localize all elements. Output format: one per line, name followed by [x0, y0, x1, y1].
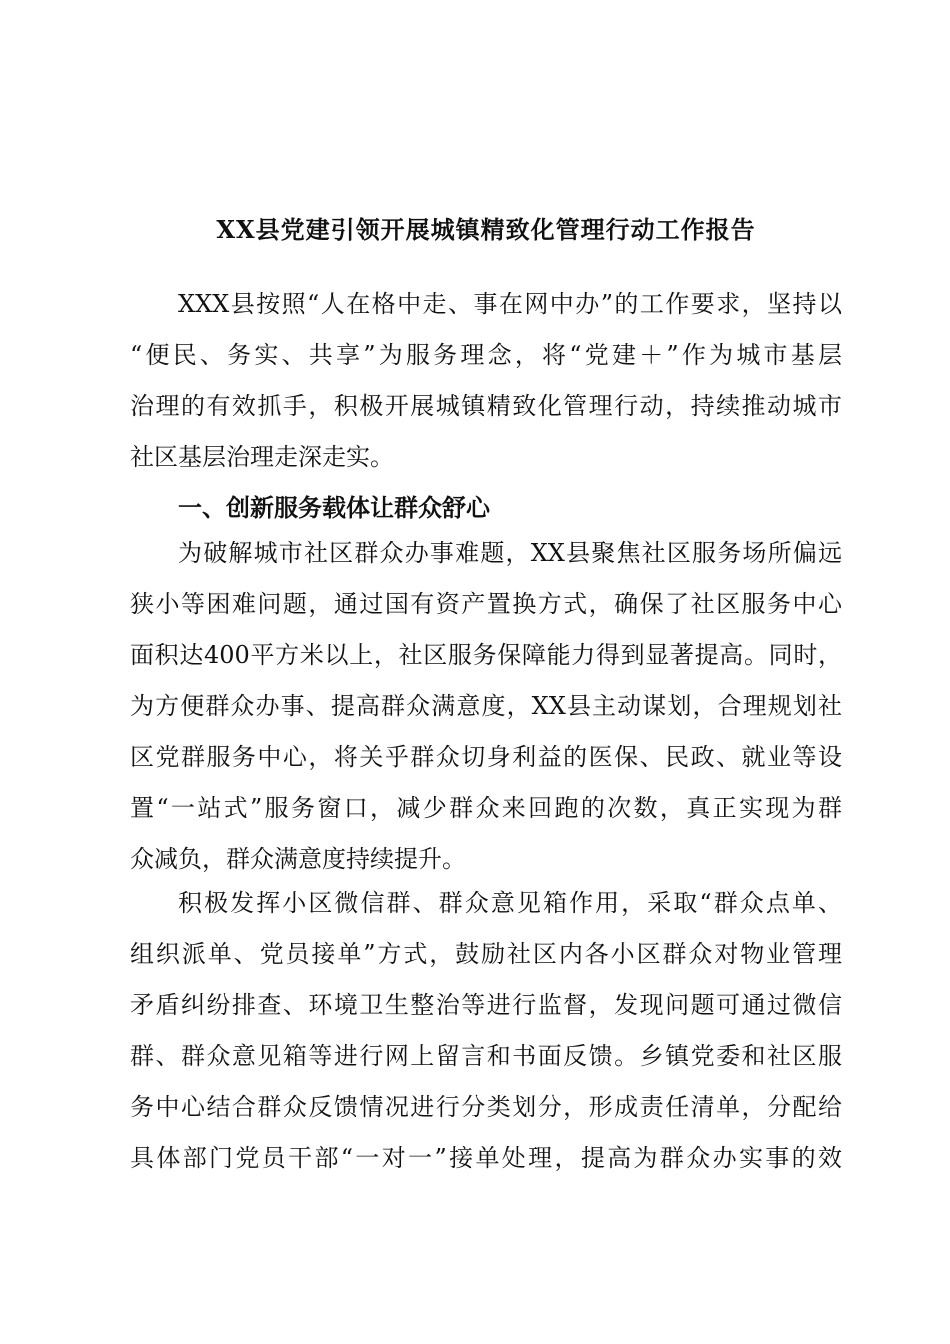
paragraph-line: 矛盾纠纷排查、环境卫生整治等进行监督，发现问题可通过微信 — [130, 991, 842, 1019]
paragraph-line: 置“一站式”服务窗口，减少群众来回跑的次数，真正实现为群 — [130, 794, 842, 822]
paragraph-line: “便民、务实、共享”为服务理念，将“党建＋”作为城市基层 — [130, 341, 842, 369]
section-heading: 一、创新服务载体让群众舒心 — [178, 493, 490, 522]
paragraph-line: 群、群众意见箱等进行网上留言和书面反馈。乡镇党委和社区服 — [130, 1042, 842, 1070]
paragraph-line: 具体部门党员干部“一对一”接单处理，提高为群众办实事的效 — [130, 1144, 842, 1172]
paragraph-service-center — [130, 528, 842, 885]
paragraph-line: 社区基层治理走深走实。 — [130, 443, 394, 471]
paragraph-line: 为方便群众办事、提高群众满意度，XX县主动谋划，合理规划社 — [130, 692, 842, 720]
paragraph-line: 积极发挥小区微信群、群众意见箱作用，采取“群众点单、 — [178, 889, 842, 917]
paragraph-line: 面积达400平方米以上，社区服务保障能力得到显著提高。同时， — [130, 641, 842, 669]
paragraph-line: 组织派单、党员接单”方式，鼓励社区内各小区群众对物业管理 — [130, 940, 842, 968]
paragraph-line: 区党群服务中心，将关乎群众切身利益的医保、民政、就业等设 — [130, 743, 842, 771]
paragraph-line: 务中心结合群众反馈情况进行分类划分，形成责任清单，分配给 — [130, 1093, 842, 1121]
paragraph-line: 狭小等困难问题，通过国有资产置换方式，确保了社区服务中心 — [130, 590, 842, 618]
paragraph-feedback — [130, 878, 842, 1184]
paragraph-line: 众减负，群众满意度持续提升。 — [130, 845, 466, 873]
paragraph-line: 为破解城市社区群众办事难题，XX县聚焦社区服务场所偏远 — [178, 539, 842, 567]
paragraph-line: 治理的有效抓手，积极开展城镇精致化管理行动，持续推动城市 — [130, 392, 842, 420]
paragraph-line: XXX县按照“人在格中走、事在网中办”的工作要求，坚持以 — [178, 290, 842, 318]
document-title: XX县党建引领开展城镇精致化管理行动工作报告 — [216, 215, 756, 244]
paragraph-intro — [130, 279, 842, 483]
